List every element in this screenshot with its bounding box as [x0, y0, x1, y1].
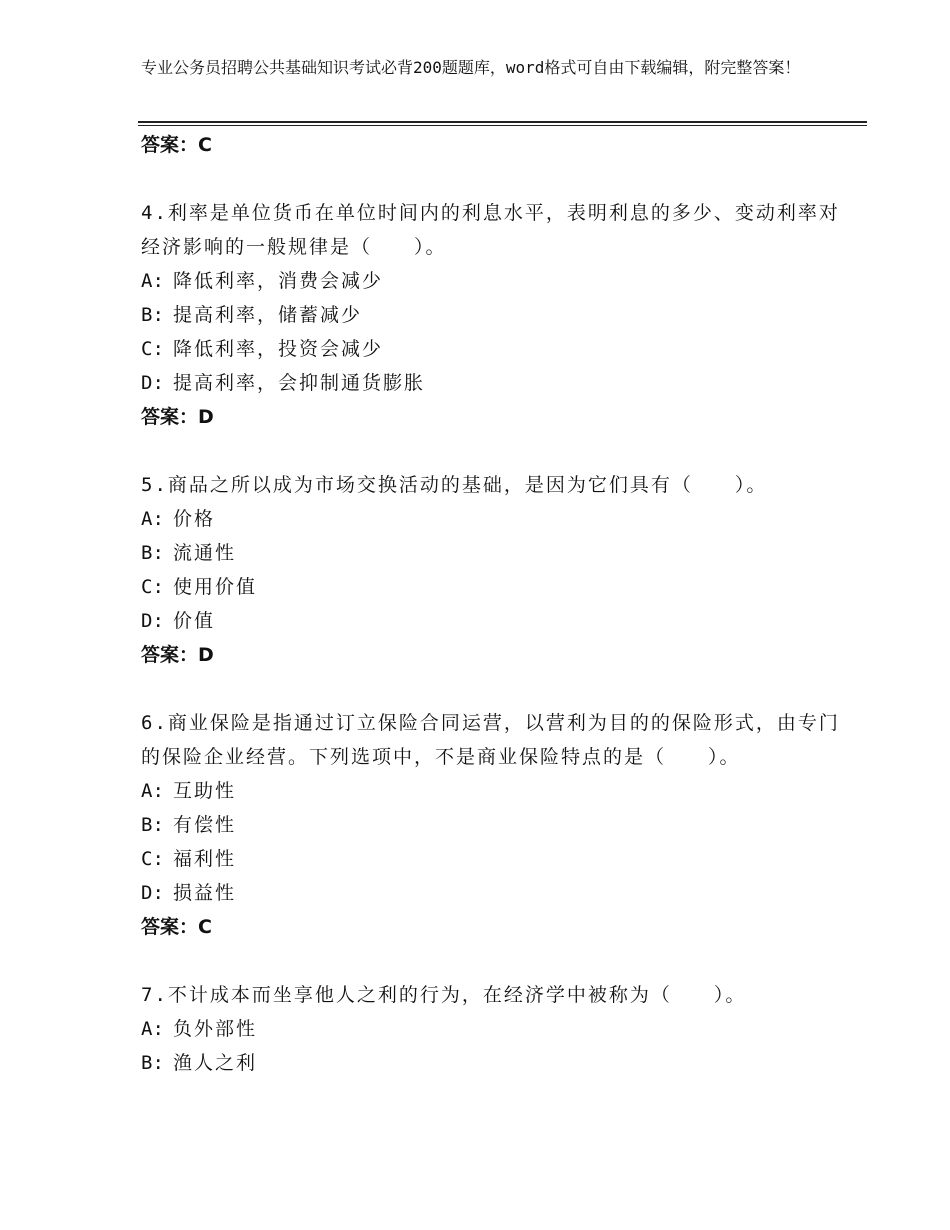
option-text: 提高利率，储蓄减少 [173, 304, 363, 326]
option-text: 降低利率，消费会减少 [173, 270, 384, 292]
option-d [141, 366, 851, 400]
question-stem: 7.不计成本而坐享他人之利的行为，在经济学中被称为（ ）。 [141, 984, 747, 1006]
option-text: 渔人之利 [173, 1052, 258, 1074]
option-b [141, 808, 851, 842]
option-a [141, 264, 851, 298]
option-text: 流通性 [173, 542, 237, 564]
option-key: A: [141, 780, 164, 802]
option-key: D: [141, 610, 164, 632]
option-text: 有偿性 [173, 814, 237, 836]
option-c [141, 332, 851, 366]
question-stem: 6.商业保险是指通过订立保险合同运营，以营利为目的的保险形式，由专门的保险企业经营。下列选项中，不是商业保险特点的是（ ）。 [141, 712, 840, 768]
option-a [141, 502, 851, 536]
option-key: B: [141, 814, 164, 836]
option-key: B: [141, 304, 164, 326]
option-b [141, 298, 851, 332]
question-4 [141, 196, 851, 434]
header-rule-thick [138, 121, 867, 123]
option-a [141, 774, 851, 808]
option-key: A: [141, 508, 164, 530]
option-key: B: [141, 542, 164, 564]
option-text: 福利性 [173, 848, 237, 870]
option-key: C: [141, 576, 164, 598]
option-d [141, 876, 851, 910]
option-text: 提高利率，会抑制通货膨胀 [173, 372, 426, 394]
option-key: B: [141, 1052, 164, 1074]
option-b [141, 536, 851, 570]
option-key: A: [141, 1018, 164, 1040]
answer-label: 答案：D [141, 406, 214, 428]
option-c [141, 570, 851, 604]
option-key: D: [141, 882, 164, 904]
option-key: A: [141, 270, 164, 292]
option-c [141, 842, 851, 876]
option-text: 价格 [173, 508, 216, 530]
question-5 [141, 468, 851, 672]
document-body [141, 128, 851, 1080]
option-text: 价值 [173, 610, 216, 632]
question-7 [141, 978, 851, 1080]
option-text: 互助性 [173, 780, 237, 802]
option-text: 降低利率，投资会减少 [173, 338, 384, 360]
option-text: 负外部性 [173, 1018, 258, 1040]
page-header: 专业公务员招聘公共基础知识考试必背200题题库，word格式可自由下载编辑，附完整答案！ [141, 58, 801, 77]
option-key: C: [141, 848, 164, 870]
answer-label: 答案：C [141, 916, 212, 938]
question-stem: 5.商品之所以成为市场交换活动的基础，是因为它们具有（ ）。 [141, 474, 768, 496]
option-b [141, 1046, 851, 1080]
question-stem: 4.利率是单位货币在单位时间内的利息水平，表明利息的多少、变动利率对经济影响的一般规律是（ ）。 [141, 202, 840, 258]
option-key: D: [141, 372, 164, 394]
option-key: C: [141, 338, 164, 360]
option-text: 使用价值 [173, 576, 258, 598]
answer-label: 答案：C [141, 134, 212, 156]
question-6 [141, 706, 851, 944]
option-a [141, 1012, 851, 1046]
option-d [141, 604, 851, 638]
header-rule-thin [138, 125, 867, 126]
option-text: 损益性 [173, 882, 237, 904]
answer-label: 答案：D [141, 644, 214, 666]
